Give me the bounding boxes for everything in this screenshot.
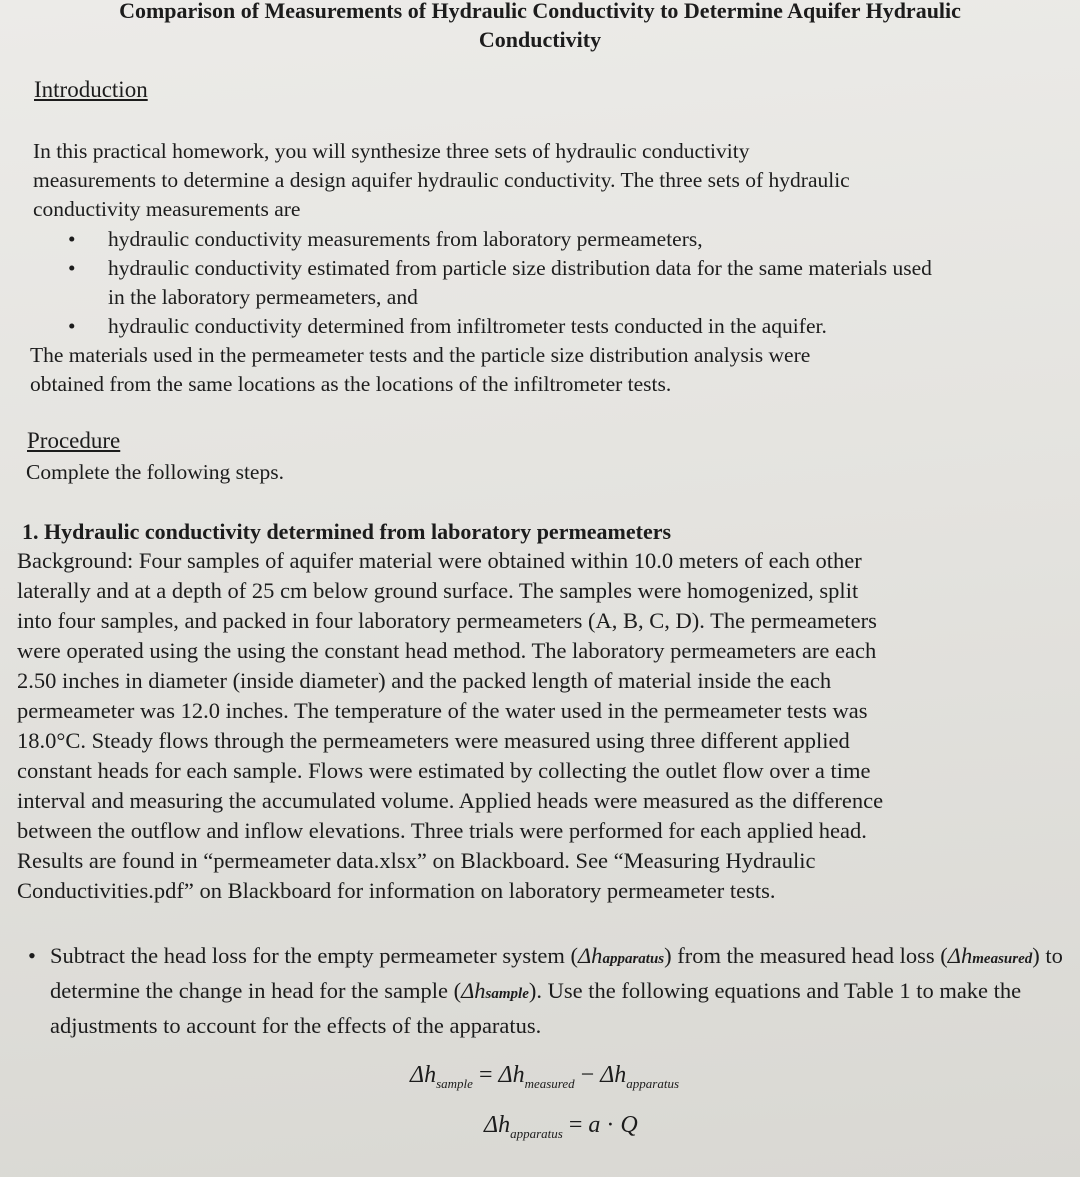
intro-line-2: measurements to determine a design aquifer hydraulic conductivity. The three sets of hydraulic — [33, 168, 850, 192]
list-item: • hydraulic conductivity estimated from particle size distribution data for the same materials used in the laboratory permeameters, and — [33, 254, 933, 312]
introduction-closing — [30, 341, 1050, 399]
introduction-paragraph — [33, 137, 1053, 224]
list-item: • hydraulic conductivity measurements from laboratory permeameters, — [33, 225, 933, 254]
document-title — [0, 0, 1080, 54]
step-1-title: 1. Hydraulic conductivity determined from laboratory permeameters — [22, 519, 672, 544]
background-line: into four samples, and packed in four laboratory permeameters (A, B, C, D). The permeameters — [17, 608, 877, 633]
equation-head-sample: $\Delta h_{sample} = \Delta h_{measured} - \Delta h_{apparatus}$ — [410, 1062, 680, 1091]
background-line: were operated using the using the constant head method. The laboratory permeameters are each — [17, 638, 877, 663]
introduction-heading: Introduction — [34, 77, 148, 102]
background-line: 2.50 inches in diameter (inside diameter) and the packed length of material inside the each — [17, 668, 832, 693]
background-line: between the outflow and inflow elevations. Three trials were performed for each applied head. — [17, 818, 867, 843]
list-item: • hydraulic conductivity determined from infiltrometer tests conducted in the aquifer. — [33, 312, 933, 341]
background-line: interval and measuring the accumulated volume. Applied heads were measured as the difference — [17, 788, 884, 813]
background-line: Results are found in “permeameter data.xlsx” on Blackboard. See “Measuring Hydraulic — [17, 848, 816, 873]
background-line: 18.0°C. Steady flows through the permeameters were measured using three different applied — [17, 728, 850, 753]
procedure-intro: Complete the following steps. — [26, 460, 284, 484]
equation-head-apparatus: $\Delta h_{apparatus} = a \cdot Q$ — [484, 1112, 638, 1141]
bullet-dot-icon: • — [28, 943, 36, 968]
procedure-heading: Procedure — [27, 428, 121, 453]
background-line: permeameter was 12.0 inches. The temperature of the water used in the permeameter tests was — [17, 698, 868, 723]
closing-line-1: The materials used in the permeameter tests and the particle size distribution analysis were — [30, 343, 811, 367]
intro-line-1: In this practical homework, you will synthesize three sets of hydraulic conductivity — [33, 139, 750, 163]
title-line-1: Comparison of Measurements of Hydraulic Conductivity to Determine Aquifer Hydraulic — [119, 0, 961, 23]
step-1-background — [17, 546, 1067, 906]
apparatus-instruction: Subtract the head loss for the empty permeameter system (Δhapparatus) from the measured head loss (Δhmeasured) to determine the change in head for the sample (Δhsample). Use the following equations and Table 1 to make the adjustments to account for the effects of the apparatus. — [50, 943, 1063, 1038]
intro-line-3: conductivity measurements are — [33, 197, 301, 221]
background-line: laterally and at a depth of 25 cm below ground surface. The samples were homogenized, split — [17, 578, 859, 603]
background-line: Conductivities.pdf” on Blackboard for information on laboratory permeameter tests. — [17, 878, 776, 903]
closing-line-2: obtained from the same locations as the locations of the infiltrometer tests. — [30, 372, 672, 396]
background-line: constant heads for each sample. Flows were estimated by collecting the outlet flow over a time — [17, 758, 871, 783]
measurement-list — [33, 225, 933, 341]
title-line-2: Conductivity — [478, 27, 602, 52]
background-line: Background: Four samples of aquifer material were obtained within 10.0 meters of each other — [17, 548, 862, 573]
apparatus-adjustment-bullet — [20, 940, 1065, 1041]
